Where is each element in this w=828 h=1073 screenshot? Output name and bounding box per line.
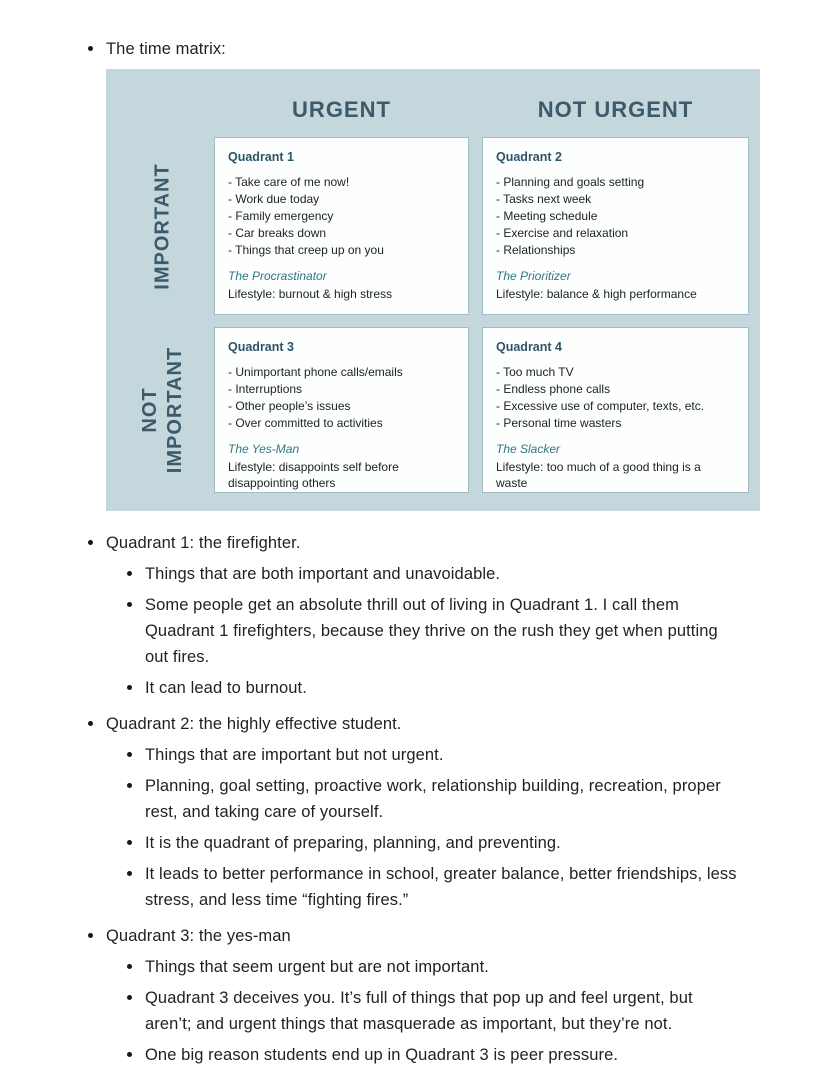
quadrant-3-card — [214, 327, 469, 493]
quadrant-lifestyle: Lifestyle: too much of a good thing is a waste — [496, 460, 701, 490]
list-item — [127, 830, 742, 856]
bullet-icon — [88, 46, 93, 51]
sub-list — [106, 561, 742, 701]
quadrant-persona: The Procrastinator — [228, 269, 327, 283]
sub-note-text: It is the quadrant of preparing, planning, and preventing. — [145, 834, 561, 852]
sub-note-text: Things that are both important and unavoidable. — [145, 565, 501, 583]
quadrant-1-card — [214, 137, 469, 315]
note-text: Quadrant 3: the yes-man — [106, 927, 291, 945]
intro-text: The time matrix: — [106, 40, 226, 58]
quadrant-item: - Take care of me now! — [228, 174, 455, 191]
time-matrix-figure[interactable] — [106, 69, 760, 511]
quadrant-title: Quadrant 1 — [228, 150, 294, 164]
list-item — [127, 861, 742, 913]
sub-note-text: It leads to better performance in school, greater balance, better friendships, less stress, and less time “fighting fires.” — [145, 865, 737, 909]
list-item — [88, 711, 742, 918]
quadrant-item: - Endless phone calls — [496, 381, 735, 398]
quadrant-2-card — [482, 137, 749, 315]
quadrant-persona: The Slacker — [496, 442, 561, 456]
quadrant-item: - Family emergency — [228, 208, 455, 225]
note-text: Quadrant 1: the firefighter. — [106, 534, 301, 552]
list-item — [88, 530, 742, 706]
quadrant-lifestyle: Lifestyle: disappoints self before disappointing others — [228, 460, 399, 490]
quadrant-item: - Meeting schedule — [496, 208, 735, 225]
sub-note-text: It can lead to burnout. — [145, 679, 307, 697]
bullet-icon — [127, 1052, 132, 1057]
bullet-icon — [127, 685, 132, 690]
list-item — [88, 36, 742, 525]
list-item — [127, 675, 742, 701]
sub-note-text: Things that seem urgent but are not important. — [145, 958, 489, 976]
quadrant-persona: The Yes-Man — [228, 442, 300, 456]
quadrant-item: - Over committed to activities — [228, 415, 455, 432]
list-item — [127, 561, 742, 587]
list-item — [127, 985, 742, 1037]
bullet-icon — [127, 602, 132, 607]
bullet-icon — [88, 721, 93, 726]
quadrant-lifestyle: Lifestyle: balance & high performance — [496, 287, 697, 301]
matrix-corner — [106, 69, 201, 125]
list-item — [88, 923, 742, 1073]
bullet-icon — [127, 995, 132, 1000]
row-header-important: IMPORTANT — [152, 162, 174, 290]
sub-list — [106, 954, 742, 1068]
quadrant-item: - Planning and goals setting — [496, 174, 735, 191]
sub-note-text: Things that are important but not urgent. — [145, 746, 444, 764]
column-header-not-urgent: NOT URGENT — [537, 97, 694, 122]
sub-note-text: Planning, goal setting, proactive work, relationship building, recreation, proper rest, and taking care of yourself. — [145, 777, 721, 821]
quadrant-title: Quadrant 2 — [496, 150, 562, 164]
list-item — [127, 742, 742, 768]
quadrant-4-card — [482, 327, 749, 493]
quadrant-title: Quadrant 4 — [496, 340, 562, 354]
sub-list — [106, 742, 742, 913]
quadrant-item: - Interruptions — [228, 381, 455, 398]
bullet-icon — [127, 783, 132, 788]
quadrant-item: - Work due today — [228, 191, 455, 208]
bullet-icon — [127, 752, 132, 757]
sub-note-text: Quadrant 3 deceives you. It’s full of things that pop up and feel urgent, but aren’t; and urgent things that masquerade as important, but they’re not. — [145, 989, 693, 1033]
bullet-icon — [127, 964, 132, 969]
quadrant-item: - Personal time wasters — [496, 415, 735, 432]
quadrant-persona: The Prioritizer — [496, 269, 571, 283]
quadrant-item: - Unimportant phone calls/emails — [228, 364, 455, 381]
list-item — [127, 592, 742, 670]
quadrant-item: - Too much TV — [496, 364, 735, 381]
bullet-icon — [127, 571, 132, 576]
quadrant-lifestyle: Lifestyle: burnout & high stress — [228, 287, 393, 301]
row-header-not-important: NOT IMPORTANT — [139, 346, 187, 474]
bullet-icon — [127, 871, 132, 876]
quadrant-item: - Tasks next week — [496, 191, 735, 208]
sub-note-text: One big reason students end up in Quadrant 3 is peer pressure. — [145, 1046, 619, 1064]
quadrant-item: - Car breaks down — [228, 225, 455, 242]
note-text: Quadrant 2: the highly effective student. — [106, 715, 402, 733]
list-item — [127, 954, 742, 980]
quadrant-item: - Relationships — [496, 242, 735, 259]
list-item — [127, 773, 742, 825]
list-item — [127, 1042, 742, 1068]
quadrant-item: - Other people’s issues — [228, 398, 455, 415]
quadrant-item: - Things that creep up on you — [228, 242, 455, 259]
bullet-icon — [127, 840, 132, 845]
quadrant-item: - Exercise and relaxation — [496, 225, 735, 242]
quadrant-title: Quadrant 3 — [228, 340, 294, 354]
bullet-icon — [88, 540, 93, 545]
sub-note-text: Some people get an absolute thrill out of living in Quadrant 1. I call them Quadrant 1 firefighters, because they thrive on the rush they get when putting out fires. — [145, 596, 718, 666]
bullet-icon — [88, 933, 93, 938]
column-header-urgent: URGENT — [292, 97, 391, 122]
quadrant-item: - Excessive use of computer, texts, etc. — [496, 398, 735, 415]
